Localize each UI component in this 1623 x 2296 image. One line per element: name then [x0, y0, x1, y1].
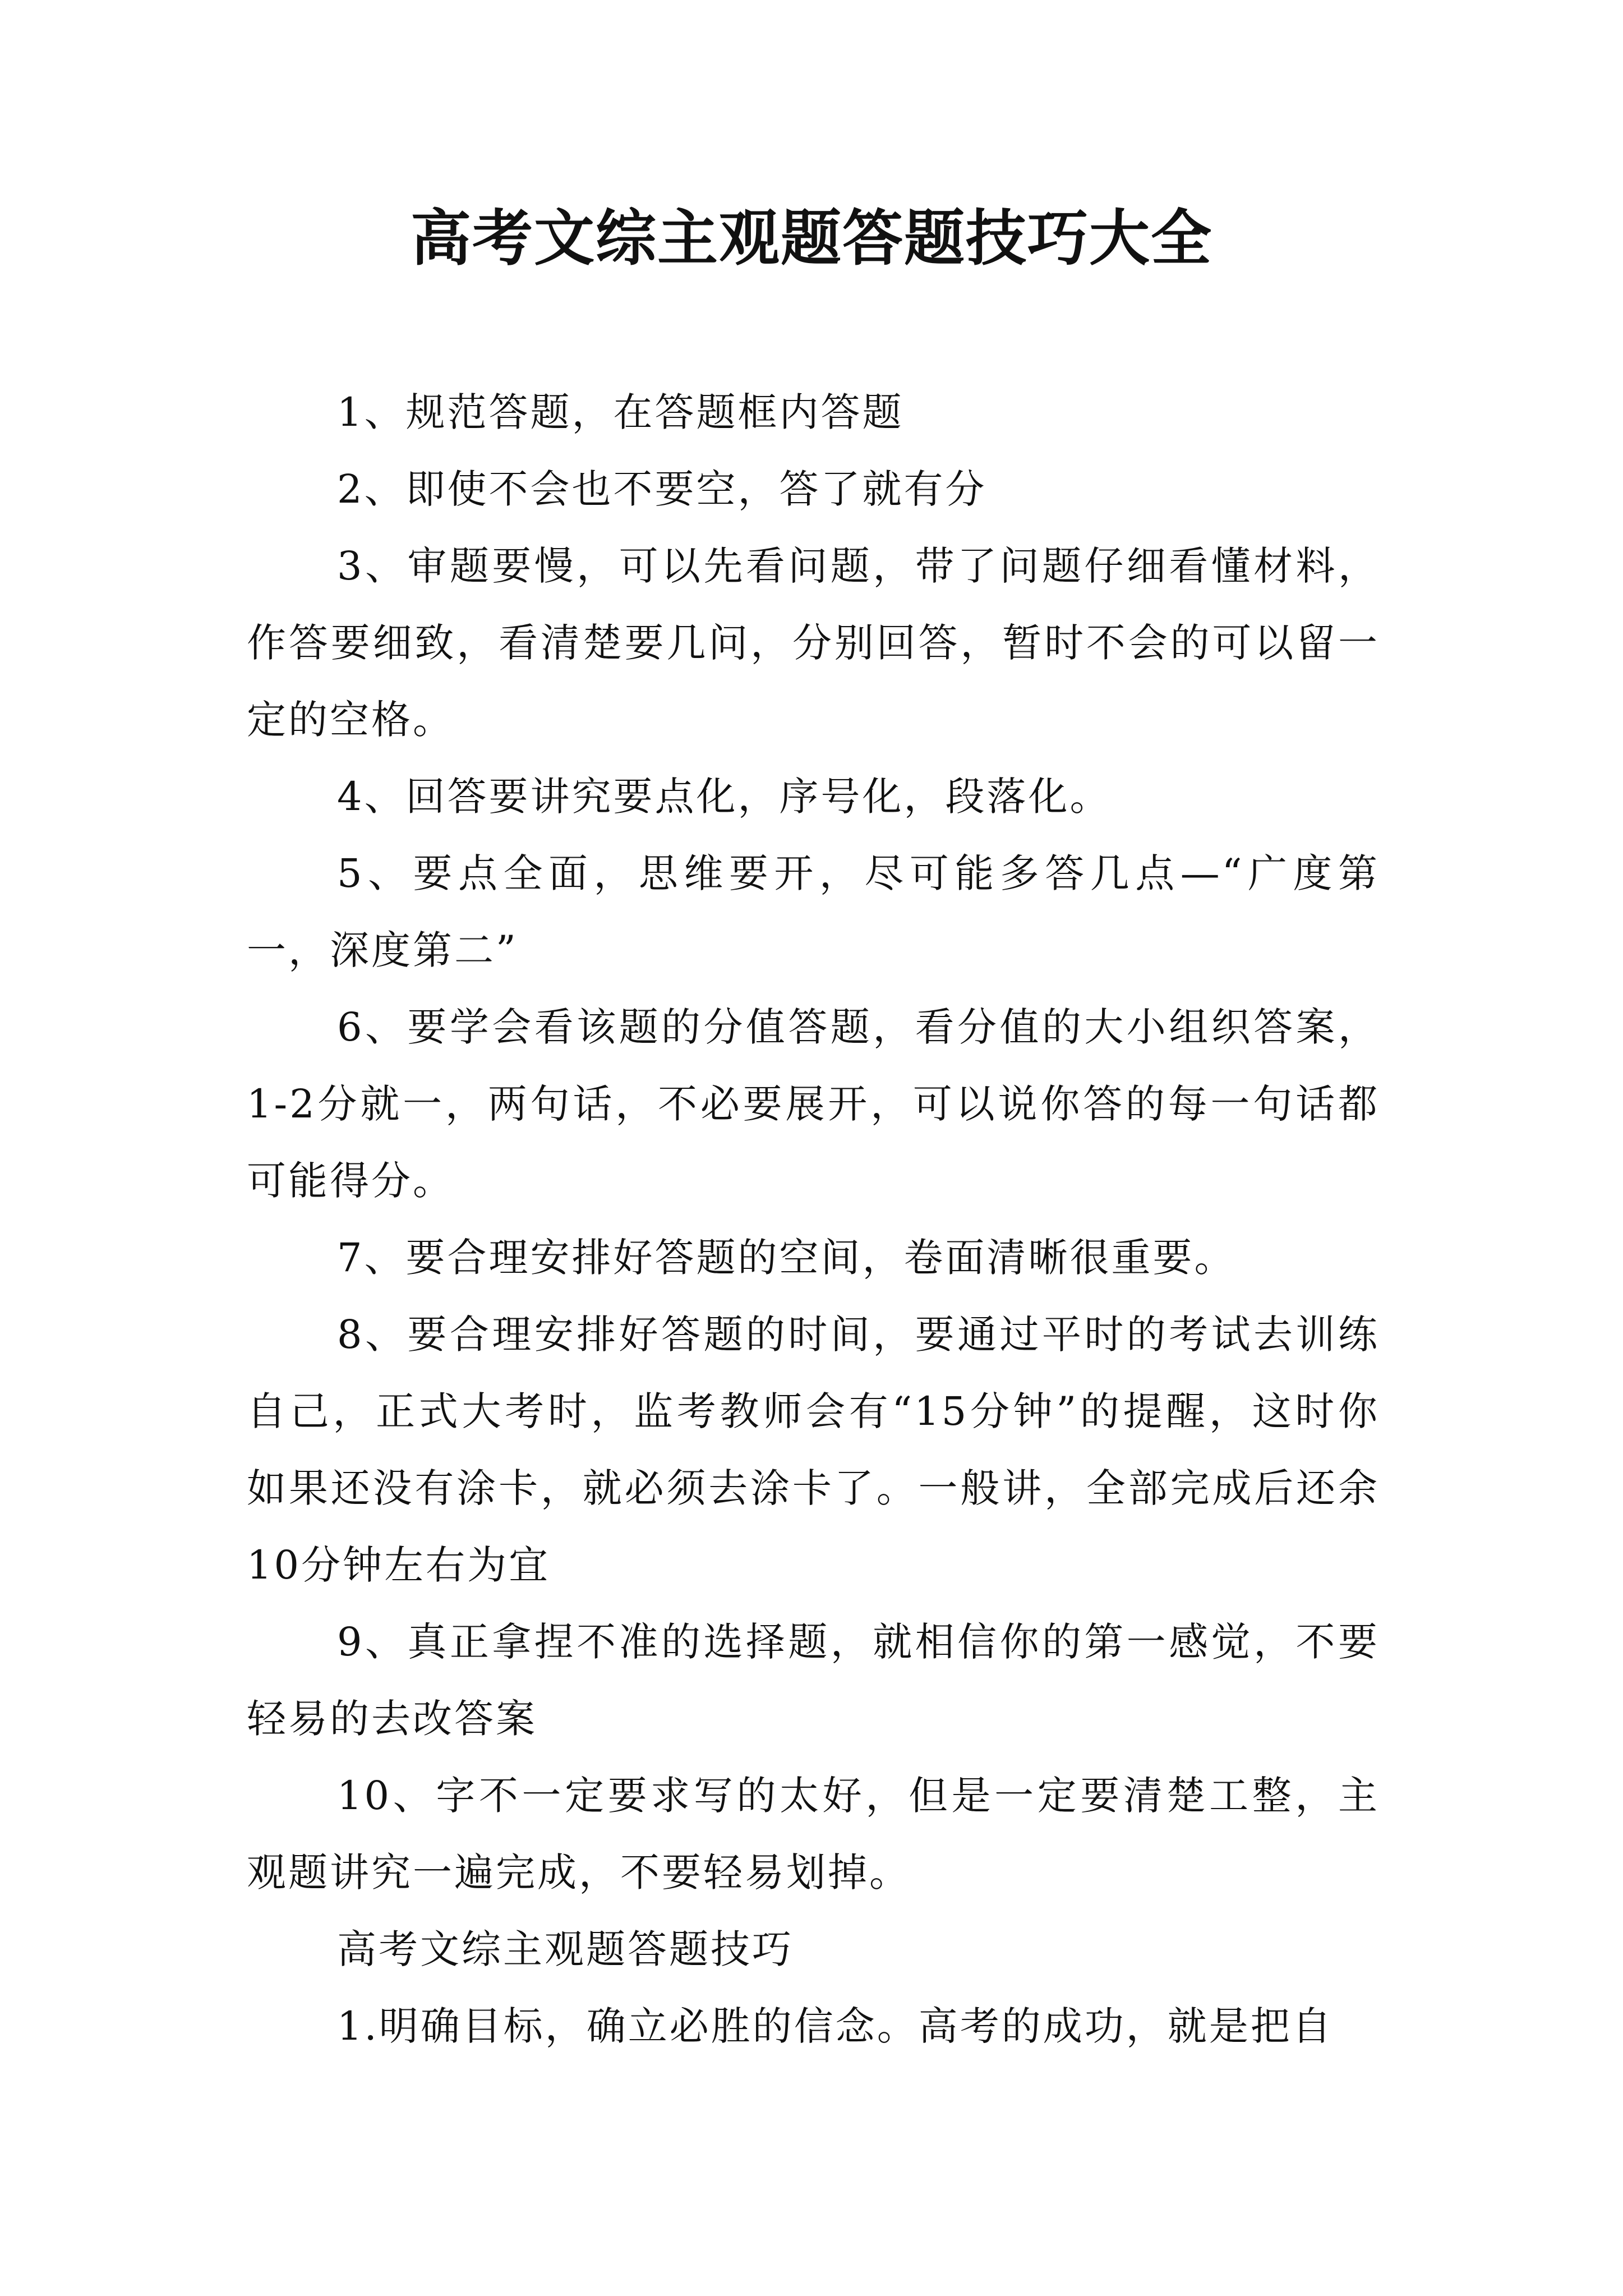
paragraph: 6、要学会看该题的分值答题，看分值的大小组织答案，1-2分就一，两句话，不必要展开，可以说你答的每一句话都可能得分。 [247, 1004, 1380, 1204]
paragraph: 1.明确目标，确立必胜的信念。高考的成功，就是把自 [337, 2003, 1334, 2049]
paragraph: 8、要合理安排好答题的时间，要通过平时的考试去训练自己，正式大考时，监考教师会有“15分钟”的提醒，这时你如果还没有涂卡，就必须去涂卡了。一般讲，全部完成后还余10分钟左右为宜 [247, 1312, 1380, 1588]
section-heading: 高考文综主观题答题技巧 [337, 1926, 794, 1972]
paragraph: 9、真正拿捏不准的选择题，就相信你的第一感觉，不要轻易的去改答案 [247, 1619, 1380, 1742]
paragraph: 3、审题要慢，可以先看问题，带了问题仔细看懂材料，作答要细致，看清楚要几问，分别回答，暂时不会的可以留一定的空格。 [247, 543, 1380, 743]
paragraph: 1、规范答题，在答题框内答题 [337, 389, 904, 435]
paragraph: 7、要合理安排好答题的空间，卷面清晰很重要。 [337, 1235, 1236, 1281]
paragraph: 2、即使不会也不要空，答了就有分 [337, 466, 987, 512]
paragraph: 10、字不一定要求写的太好，但是一定要清楚工整，主观题讲究一遍完成，不要轻易划掉。 [247, 1773, 1380, 1895]
paragraph: 4、回答要讲究要点化，序号化，段落化。 [337, 774, 1112, 820]
document-title: 高考文综主观题答题技巧大全 [410, 203, 1212, 274]
document-body [247, 374, 1380, 2065]
paragraph: 5、要点全面，思维要开，尽可能多答几点—“广度第一，深度第二” [247, 850, 1380, 973]
